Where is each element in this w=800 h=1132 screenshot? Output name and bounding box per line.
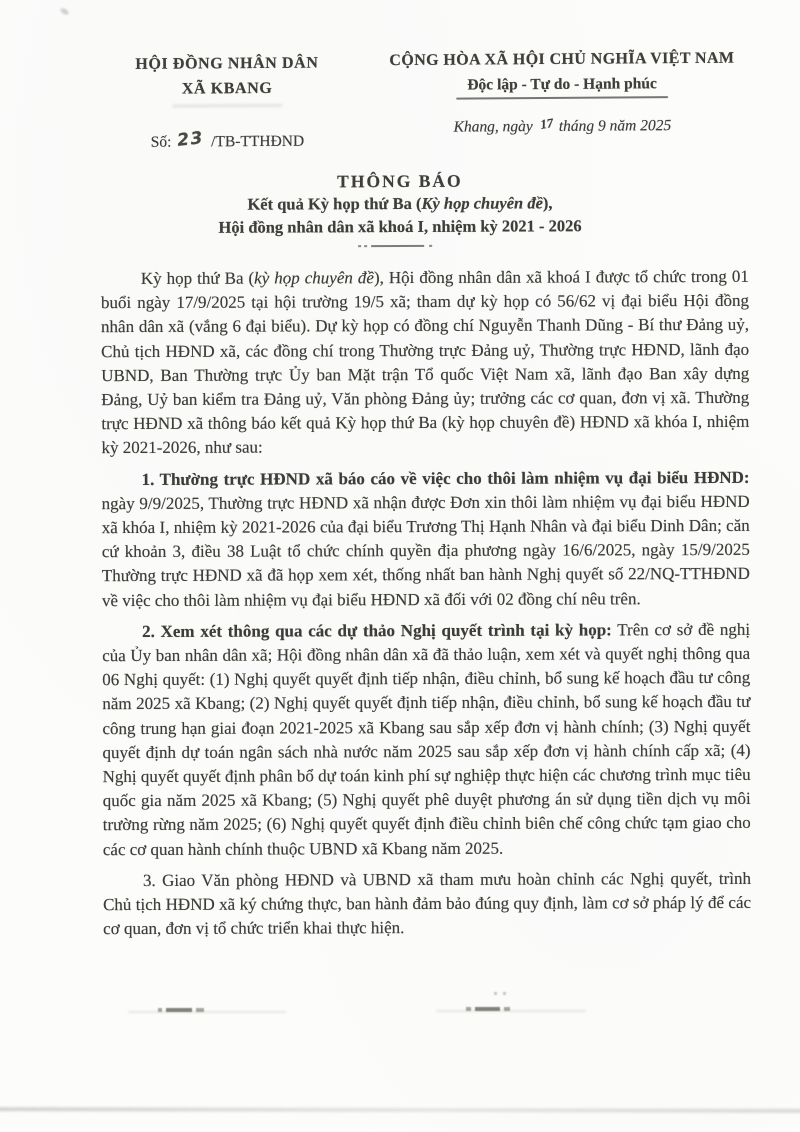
authority-underline-smudge <box>172 104 282 108</box>
section-1-heading: 1. Thường trực HĐND xã báo cáo về việc cho thôi làm nhiệm vụ đại biểu HĐND: <box>141 467 750 489</box>
document-title-block <box>0 169 800 248</box>
document-subtitle-line1 <box>0 190 800 216</box>
scan-dots-right <box>494 992 508 995</box>
section-1-text: ngày 9/9/2025, Thường trực HĐND xã nhận được Đơn xin thôi làm nhiệm vụ đại biểu HĐND xã khóa I, nhiệm kỳ 2021-2026 của đại biểu Trương Thị Hạnh Nhân và đại biểu Dinh Dân; căn cứ khoản 3, điều 38 Luật tổ chức chính quyền địa phương ngày 16/6/2025, ngày 15/9/2025 Thường trực HĐND xã đã họp xem xét, thống nhất ban hành Nghị quyết số 22/NQ-TTHĐND về việc cho thôi làm nhiệm vụ đại biểu HĐND xã đối với 02 đồng chí nêu trên. <box>101 491 750 610</box>
dateline-rest: tháng 9 năm 2025 <box>558 117 672 135</box>
dateline-day-handwritten: 17 <box>539 115 555 132</box>
motto-underline <box>456 96 668 99</box>
document-type-title: THÔNG BÁO <box>337 170 463 192</box>
subtitle-pre: Kết quả Kỳ họp thứ Ba ( <box>247 193 422 214</box>
document-header <box>0 0 800 153</box>
dateline-place: Khang, ngày <box>453 118 533 136</box>
paragraph-section-3: 3. Giao Văn phòng HĐND và UBND xã tham mưu hoàn chỉnh các Nghị quyết, trình Chủ tịch HĐND xã ký chứng thực, ban hành đảm bảo đúng quy định, làm cơ sở pháp lý để các cơ quan, đơn vị tổ chức triển khai thực hiện. <box>103 868 752 939</box>
scan-smudge-left <box>128 1011 286 1013</box>
scan-dash-right <box>466 1007 510 1011</box>
scan-smudge-right <box>436 1010 586 1012</box>
paragraph-1-emphasis: kỳ họp chuyên đề <box>254 268 374 288</box>
subtitle-emphasis: Kỳ họp chuyên đề <box>421 193 543 213</box>
paragraph-section-1 <box>102 465 751 612</box>
subtitle-post: ), <box>542 193 553 213</box>
national-motto-block <box>362 47 763 137</box>
document-number-prefix: Số: <box>150 133 172 151</box>
issuing-authority-name: HỘI ĐỒNG NHÂN DÂN <box>135 54 319 73</box>
issuing-authority-commune: XÃ KBANG <box>181 79 273 98</box>
paragraph-1-pre: Kỳ họp thứ Ba ( <box>140 268 255 288</box>
place-and-date-line <box>362 116 762 137</box>
page-bottom-scan-shadow <box>0 1107 800 1113</box>
document-body <box>101 265 751 942</box>
scan-dash-left <box>158 1008 204 1012</box>
document-subtitle-line2: Hội đồng nhân dân xã khoá I, nhiệm kỳ 2021 - 2026 <box>218 216 582 237</box>
paragraph-introduction <box>101 265 750 461</box>
paragraph-section-2 <box>102 618 751 862</box>
document-number-handwritten: 23 <box>176 128 205 151</box>
issuing-authority-block <box>96 50 359 152</box>
section-2-heading: 2. Xem xét thông qua các dự thảo Nghị quyết trình tại kỳ họp: <box>142 620 612 641</box>
section-2-text: Trên cơ sở đề nghị của Ủy ban nhân dân xã; Hội đồng nhân dân xã đã thảo luận, xem xét và quyết nghị thông qua 06 Nghị quyết: (1) Nghị quyết quyết định tiếp nhận, điều chỉnh, bổ sung kế hoạch đầu tư công năm 2025 xã Kbang; (2) Nghị quyết quyết định tiếp nhận, điều chỉnh, bổ sung kế hoạch đầu tư công trung hạn giai đoạn 2021-2025 xã Kbang sau sắp xếp đơn vị hành chính; (3) Nghị quyết quyết định dự toán ngân sách nhà nước năm 2025 sau sắp xếp đơn vị hành chính cấp xã; (4) Nghị quyết quyết định phân bổ dự toán kinh phí sự nghiệp thực hiện các chương trình mục tiêu quốc gia năm 2025 xã Kbang; (5) Nghị quyết phê duyệt phương án sử dụng tiền dịch vụ môi trường rừng năm 2025; (6) Nghị quyết quyết định điều chỉnh biên chế công chức tạm giao cho các cơ quan hành chính thuộc UBND xã Kbang năm 2025. <box>102 619 751 859</box>
national-motto: Độc lập - Tự do - Hạnh phúc <box>467 75 657 94</box>
document-number <box>96 130 358 152</box>
paragraph-1-rest: ), Hội đồng nhân dân xã khoá I được tổ chức trong 01 buổi ngày 17/9/2025 tại hội trường 19/5 xã; tham dự kỳ họp có 56/62 vị đại biểu Hội đồng nhân dân xã (vắng 6 đại biểu). Dự kỳ họp có đồng chí Nguyễn Thanh Dũng - Bí thư Đảng uỷ, Chủ tịch HĐND xã, các đồng chí trong Thường trực Đảng uỷ, Thường trực HĐND, lãnh đạo UBND, Ban Thường trực Ủy ban Mặt trận Tổ quốc Việt Nam xã, lãnh đạo Ban xây dựng Đảng, Uỷ ban kiểm tra Đảng uỷ, Văn phòng Đảng ủy; trưởng các cơ quan, đơn vị xã. Thường trực HĐND xã thông báo kết quả Kỳ họp thứ Ba (kỳ họp chuyên đề) HĐND xã khóa I, nhiệm kỳ 2021-2026, như sau: <box>100 266 750 458</box>
document-number-suffix: /TB-TTHĐND <box>211 132 305 151</box>
title-divider <box>358 245 442 247</box>
national-title: CỘNG HÒA XÃ HỘI CHỦ NGHĨA VIỆT NAM <box>389 49 735 70</box>
